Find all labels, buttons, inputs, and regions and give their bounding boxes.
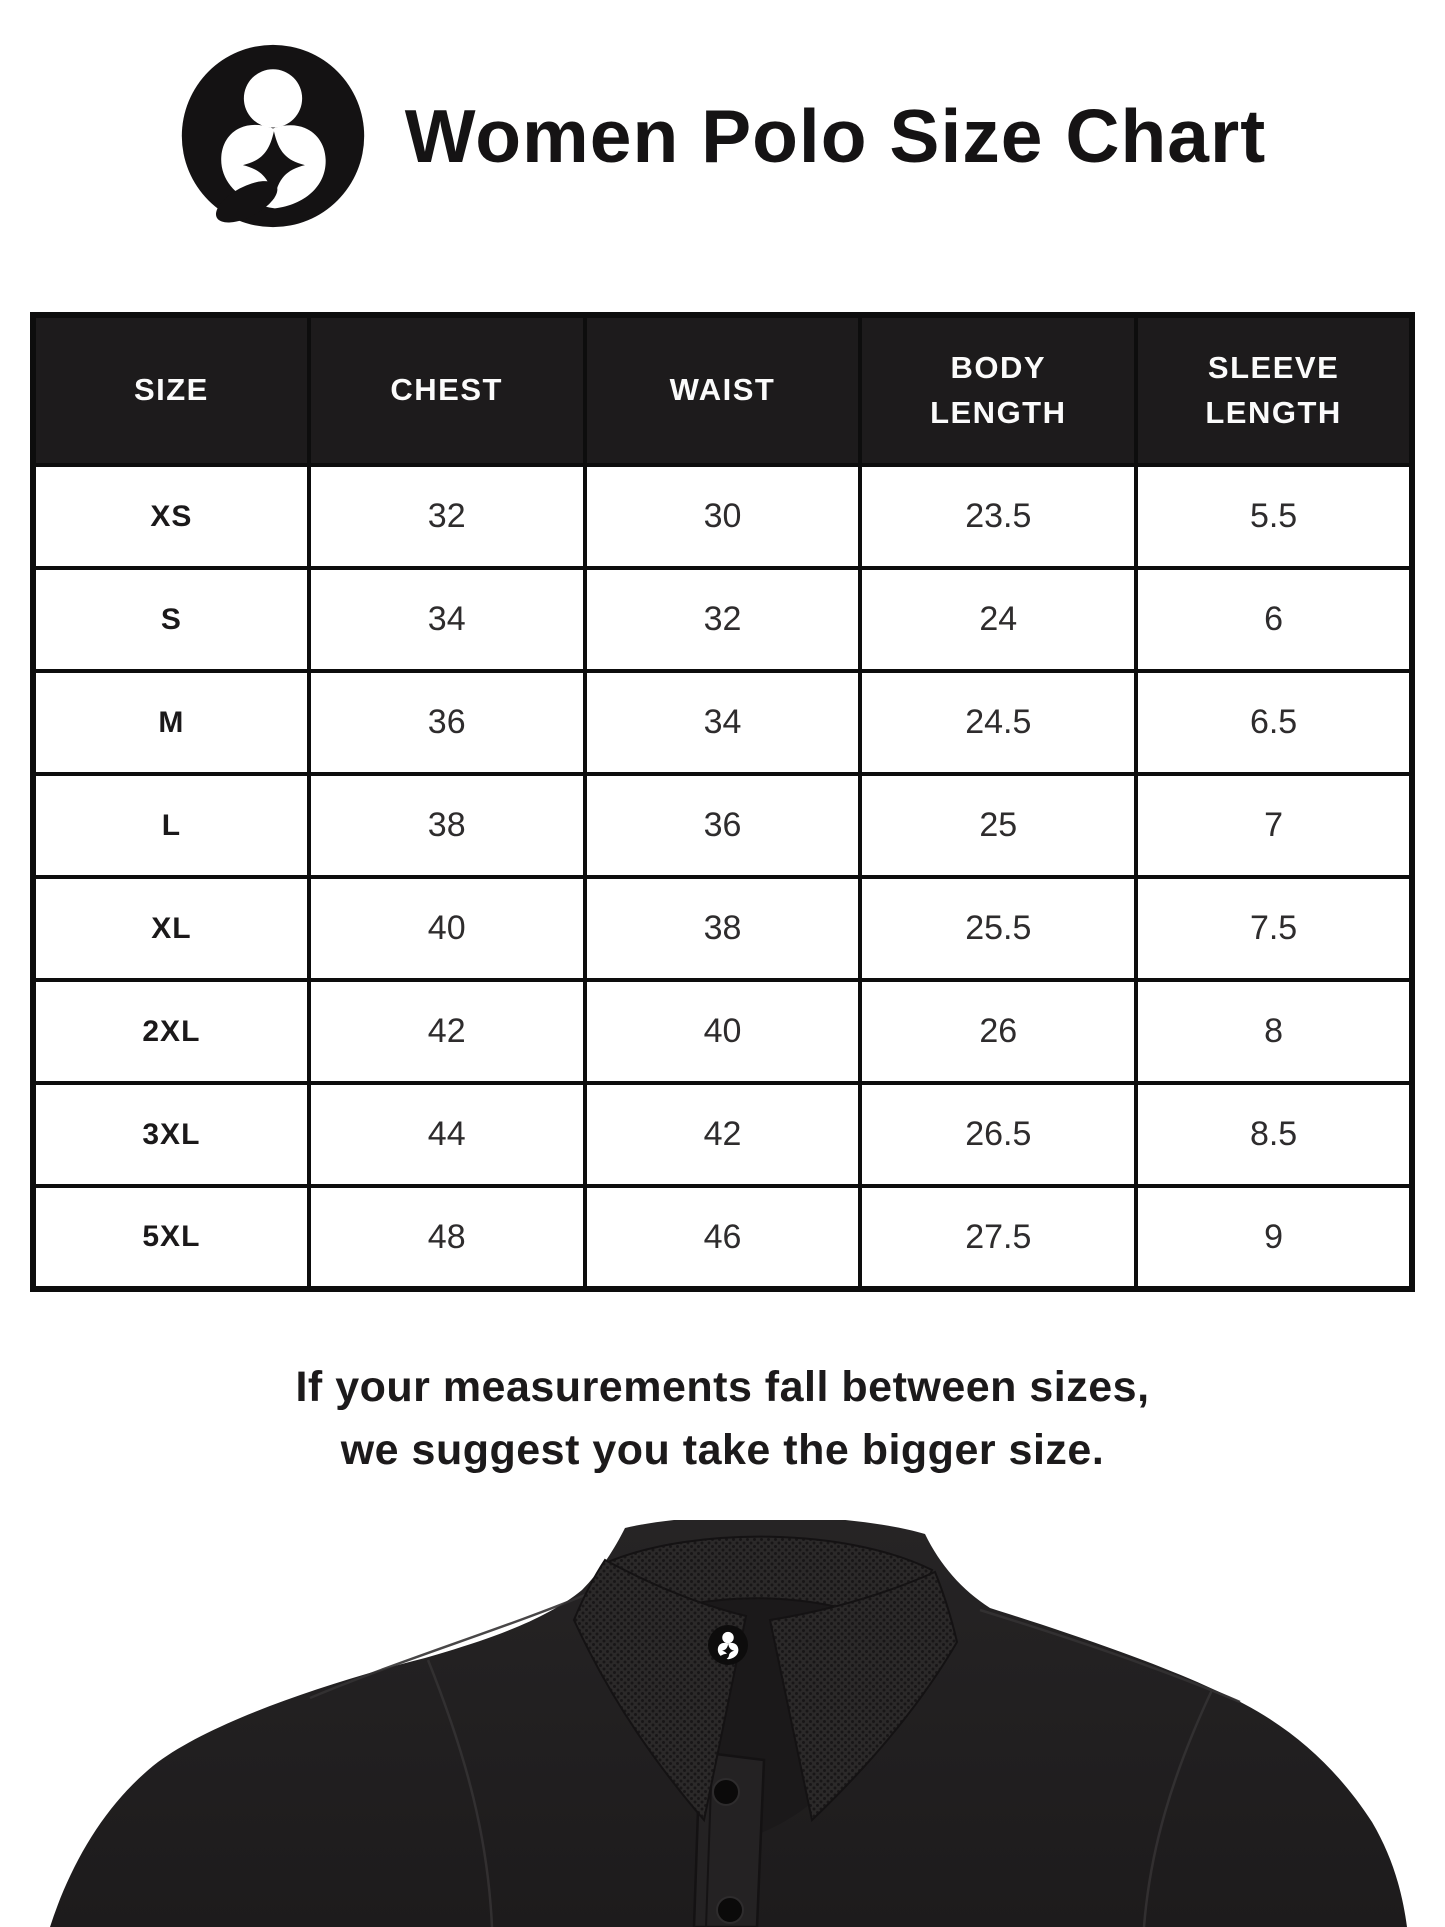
- measurement-cell: 34: [585, 671, 861, 774]
- column-header-waist: WAIST: [585, 315, 861, 465]
- size-cell: 3XL: [33, 1083, 309, 1186]
- measurement-cell: 6: [1136, 568, 1412, 671]
- measurement-cell: 8: [1136, 980, 1412, 1083]
- measurement-cell: 9: [1136, 1186, 1412, 1289]
- measurement-cell: 24: [860, 568, 1136, 671]
- measurement-cell: 32: [585, 568, 861, 671]
- measurement-cell: 26: [860, 980, 1136, 1083]
- column-header-size: SIZE: [33, 315, 309, 465]
- header: [0, 38, 1445, 233]
- header-row: [33, 315, 1412, 465]
- table-row: [33, 980, 1412, 1083]
- brand-logo-icon: [179, 42, 367, 230]
- measurement-cell: 40: [309, 877, 585, 980]
- table-body: [33, 465, 1412, 1289]
- size-cell: S: [33, 568, 309, 671]
- size-cell: XS: [33, 465, 309, 568]
- measurement-cell: 38: [585, 877, 861, 980]
- column-header-chest: CHEST: [309, 315, 585, 465]
- fit-note-line1: If your measurements fall between sizes,: [295, 1363, 1150, 1411]
- measurement-cell: 42: [585, 1083, 861, 1186]
- table-row: [33, 465, 1412, 568]
- fit-note-line2: we suggest you take the bigger size.: [340, 1426, 1105, 1475]
- size-table: [30, 312, 1415, 1292]
- table-row: [33, 1186, 1412, 1289]
- table-row: [33, 568, 1412, 671]
- brand-tag-icon: [708, 1625, 748, 1665]
- measurement-cell: 25.5: [860, 877, 1136, 980]
- table-row: [33, 877, 1412, 980]
- measurement-cell: 7.5: [1136, 877, 1412, 980]
- measurement-cell: 36: [309, 671, 585, 774]
- measurement-cell: 34: [309, 568, 585, 671]
- measurement-cell: 23.5: [860, 465, 1136, 568]
- measurement-cell: 8.5: [1136, 1083, 1412, 1186]
- measurement-cell: 48: [309, 1186, 585, 1289]
- size-table-header: [33, 315, 1412, 465]
- column-header-sleeve-length: SLEEVE LENGTH: [1136, 315, 1412, 465]
- measurement-cell: 38: [309, 774, 585, 877]
- table-row: [33, 1083, 1412, 1186]
- measurement-cell: 40: [585, 980, 861, 1083]
- measurement-cell: 32: [309, 465, 585, 568]
- button: [717, 1897, 743, 1923]
- measurement-cell: 27.5: [860, 1186, 1136, 1289]
- size-cell: XL: [33, 877, 309, 980]
- measurement-cell: 6.5: [1136, 671, 1412, 774]
- measurement-cell: 24.5: [860, 671, 1136, 774]
- measurement-cell: 5.5: [1136, 465, 1412, 568]
- measurement-cell: 36: [585, 774, 861, 877]
- measurement-cell: 25: [860, 774, 1136, 877]
- table-row: [33, 671, 1412, 774]
- polo-shirt-photo: [0, 1520, 1445, 1927]
- table-row: [33, 774, 1412, 877]
- page-title: Women Polo Size Chart: [404, 93, 1267, 178]
- measurement-cell: 30: [585, 465, 861, 568]
- size-cell: 5XL: [33, 1186, 309, 1289]
- measurement-cell: 26.5: [860, 1083, 1136, 1186]
- measurement-cell: 44: [309, 1083, 585, 1186]
- polo-shirt-illustration: [0, 1520, 1445, 1927]
- fit-note: [0, 1356, 1445, 1482]
- measurement-cell: 42: [309, 980, 585, 1083]
- size-cell: M: [33, 671, 309, 774]
- button: [713, 1779, 739, 1805]
- measurement-cell: 7: [1136, 774, 1412, 877]
- size-cell: 2XL: [33, 980, 309, 1083]
- size-cell: L: [33, 774, 309, 877]
- column-header-body-length: BODY LENGTH: [860, 315, 1136, 465]
- measurement-cell: 46: [585, 1186, 861, 1289]
